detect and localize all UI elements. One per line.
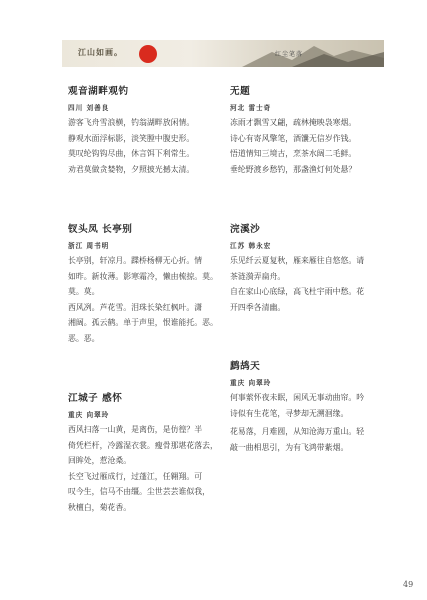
- poem-line: 长空飞过雁成行，过蓬江，任翱翔。可: [68, 471, 203, 481]
- poem-line: 诗心有寄风擎笔，酒馕无信岁作钱。: [230, 133, 357, 143]
- poem-line: 敲一曲相思引，为有飞鸿带紫烟。: [230, 442, 349, 452]
- poem-chaitoufeng: [68, 221, 218, 347]
- poem-line: 静观水面浮标影，淡笑膛中腹史形。: [68, 133, 195, 143]
- poem-line: 何事萦怀夜未眠，闲风无事动曲帘。吟: [230, 393, 365, 402]
- poem-title: 观音湖畔观钓: [68, 86, 129, 97]
- poem-line: 西风扫落一山黄，是离伤，是仿徨？半: [68, 425, 203, 434]
- poem-author: 河北 雷士奇: [230, 104, 272, 112]
- banner-calligraphy-right: 红尘笔落: [275, 51, 304, 58]
- poem-line: 回眸处，惹沧桑。: [68, 456, 132, 466]
- poem-line: 自在家山心底绿，高飞杜宇雨中愁。花: [230, 287, 365, 297]
- poem-line: 悟道情知三境古，烹茶水阔二毛鲜。: [230, 149, 357, 159]
- poem-title: 无题: [230, 86, 251, 97]
- poem-title: 钗头凤 长亭别: [68, 224, 133, 235]
- poem-title: 鹧鸪天: [230, 361, 261, 372]
- poem-line: 莫。莫。: [68, 287, 100, 297]
- poem-line: 诗似有生花笔，寻梦却无溯洄缘。: [230, 408, 349, 418]
- poem-author: 江苏 韩永宏: [230, 242, 272, 250]
- poem-line: 如昨。新妆薄。影寒霜冷，懒由梳掠。莫。: [68, 271, 218, 281]
- poem-line: 恶。恶。: [68, 333, 100, 343]
- poem-guanyin: [68, 83, 194, 177]
- poem-zhegutian: [230, 358, 364, 421]
- poem-line: 劝君莫做贪婪物，夕照披光撼太清。: [68, 164, 195, 174]
- poem-line: 莫叹纶钩钩尽曲，休言饵下利常生。: [68, 149, 195, 159]
- poem-title: 浣溪沙: [230, 224, 261, 235]
- poem-huanxisha: [230, 221, 364, 315]
- poem-title: 江城子 感怀: [68, 393, 123, 404]
- page-number: 49: [403, 580, 414, 589]
- poem-line: 开四季各清幽。: [230, 302, 286, 312]
- poem-line: 乐见纤云夏复秋，雁来雁往自悠悠。请: [230, 256, 365, 265]
- poem-author: 重庆 向翠玲: [230, 379, 272, 387]
- poem-line: 冻雨才飘雪又翩，疏林掩映袅寒烟。: [230, 118, 357, 127]
- banner-calligraphy-left: 江山如画。: [78, 47, 123, 57]
- poem-zhegutian-continued: [230, 424, 364, 455]
- poem-line: 茶涟漪弄扁舟。: [230, 271, 286, 281]
- poem-wuti: [230, 83, 356, 177]
- header-banner: [62, 40, 384, 67]
- poem-author: 浙江 周书明: [68, 242, 110, 250]
- poem-author: 重庆 向翠玲: [68, 411, 110, 419]
- poem-line: 游客飞舟雪浪横，钓翁湖畔放闲情。: [68, 118, 195, 127]
- poem-line: 垂纶野渡乡愁钓，那盏渔灯何处悬？: [230, 164, 357, 174]
- poem-line: 西风冽。芦花雪。泪珠长染红枫叶。潇: [68, 302, 203, 312]
- poem-author: 四川 刘善良: [68, 104, 110, 112]
- poem-line: 花易落，月难圆，从知沧海万重山。轻: [230, 427, 365, 436]
- poem-line: 秋檀白，菊花香。: [68, 502, 132, 512]
- poem-line: 长亭别，轩凉月。蹀桥杨柳无心折。情: [68, 256, 203, 265]
- poem-line: 倚凭栏杆，冷露湿衣裳。瘦骨那堪花落去，: [68, 440, 218, 450]
- poem-line: 叹今生，信马不由缰。尘世芸芸谁似我，: [68, 487, 211, 497]
- poem-line: 湘阔。孤云鹤。单于声里，恨谁能托。恶。: [68, 318, 218, 328]
- red-sun: [139, 45, 157, 63]
- poem-jiangchengzi: [68, 390, 218, 516]
